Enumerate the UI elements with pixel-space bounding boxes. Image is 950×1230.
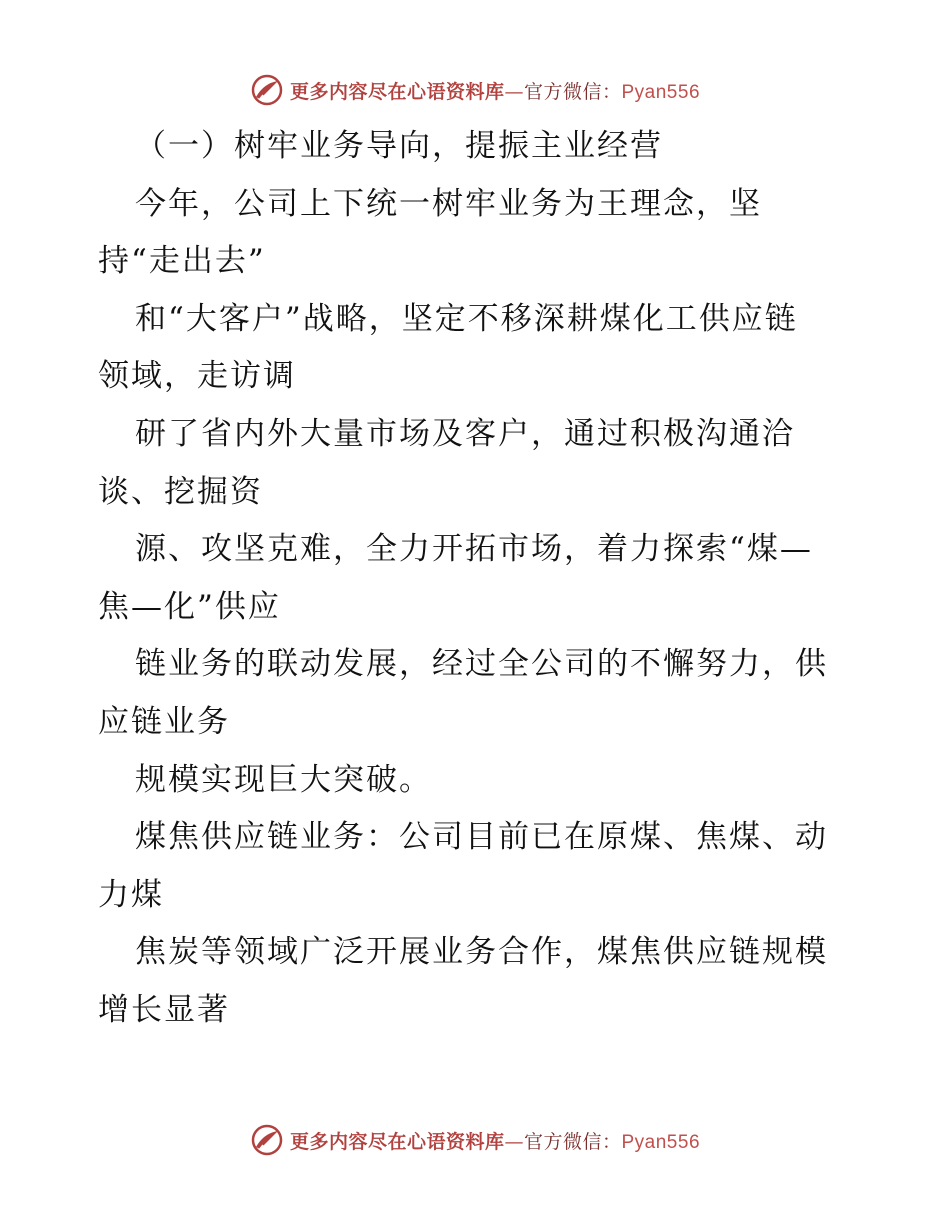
text-line: 今年，公司上下统一树牢业务为王理念，坚 [135, 185, 762, 222]
text-line: 力煤 [98, 876, 164, 913]
text-line: 谈、挖掘资 [98, 473, 263, 510]
section-heading: （一）树牢业务导向，提振主业经营 [135, 128, 663, 164]
watermark-main: 更多内容尽在心语资料库 [289, 80, 505, 103]
watermark-id: Pyan556 [621, 81, 701, 103]
watermark-text [290, 1127, 700, 1154]
text-line: 规模实现巨大突破。 [135, 761, 432, 798]
text-line: 煤焦供应链业务：公司目前已在原煤、焦煤、动 [135, 819, 828, 856]
text-line: 应链业务 [98, 703, 230, 740]
header-watermark [0, 70, 950, 110]
text-line: 和“大客户”战略，坚定不移深耕煤化工供应链 [135, 300, 798, 337]
watermark-text [290, 77, 700, 104]
pen-logo-icon [250, 1123, 284, 1157]
text-line: 链业务的联动发展，经过全公司的不懈努力，供 [135, 646, 828, 683]
footer-watermark [0, 1120, 950, 1160]
watermark-dash: — [504, 80, 524, 103]
watermark-id: Pyan556 [621, 1131, 701, 1153]
text-line: 源、攻坚克难，全力开拓市场，着力探索“煤— [135, 531, 813, 568]
watermark-sub: 官方微信： [523, 1130, 622, 1153]
text-line: 焦炭等领域广泛开展业务合作，煤焦供应链规模 [135, 934, 828, 971]
text-line: 持“走出去” [98, 243, 266, 280]
document-body [98, 118, 868, 1040]
watermark-dash: — [504, 1130, 524, 1153]
text-line: 领域，走访调 [98, 358, 296, 395]
text-line: 焦—化”供应 [98, 588, 281, 625]
pen-logo-icon [250, 73, 284, 107]
watermark-main: 更多内容尽在心语资料库 [289, 1130, 505, 1153]
watermark-sub: 官方微信： [523, 80, 622, 103]
text-line: 研了省内外大量市场及客户，通过积极沟通洽 [135, 415, 795, 452]
text-line: 增长显著 [98, 991, 230, 1028]
